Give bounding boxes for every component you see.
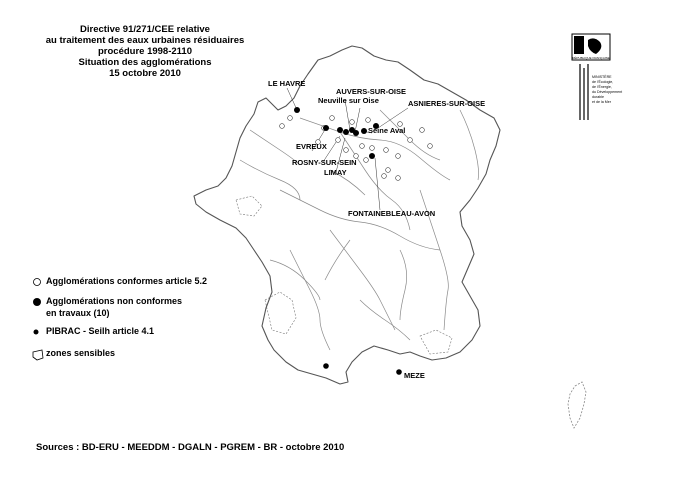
legend-label: Agglomérations conformes article 5.2 <box>46 276 208 286</box>
river-network <box>240 110 479 350</box>
label-neuville: Neuville sur Oise <box>318 96 379 105</box>
legend-label: PIBRAC - Seilh article 4.1 <box>46 326 155 336</box>
legend-label: en travaux (10) <box>46 308 110 318</box>
sources-note: Sources : BD-ERU - MEEDDM - DGALN - PGREM - BR - octobre 2010 <box>36 442 345 453</box>
open-circle-icon <box>32 277 42 287</box>
legend-label: Agglomérations non conformes <box>46 296 183 306</box>
title-line: 15 octobre 2010 <box>109 68 181 79</box>
label-asnieres: ASNIERES-SUR-OISE <box>408 99 486 108</box>
label-evreux: EVREUX <box>296 142 327 151</box>
logo-line: de l'Énergie, <box>592 85 612 89</box>
ministry-logo <box>566 30 623 120</box>
zone-shape-icon <box>32 349 44 361</box>
title-line: Directive 91/271/CEE relative <box>80 24 210 35</box>
logo-line: du Développement <box>592 90 623 94</box>
label-limay: LIMAY <box>324 168 347 177</box>
meze-point <box>396 369 402 375</box>
logo-line: et de la Mer <box>592 100 611 104</box>
label-auvers: AUVERS-SUR-OISE <box>336 87 407 96</box>
sensitive-zones <box>236 196 452 354</box>
label-le-havre: LE HAVRE <box>268 79 306 88</box>
corsica-outline <box>568 382 586 428</box>
label-rosny: ROSNY-SUR-SEIN <box>292 158 357 167</box>
logo-republique: RÉPUBLIQUE FRANÇAISE <box>572 56 610 60</box>
filled-circle-icon <box>32 297 42 307</box>
title-line: Situation des agglomérations <box>78 57 212 68</box>
small-dot-icon <box>32 327 42 337</box>
non-conform-points <box>294 107 379 159</box>
pibrac-point <box>323 363 329 369</box>
logo-line: de l'Écologie, <box>592 80 614 84</box>
logo-line: MINISTÈRE <box>592 75 612 79</box>
label-seine-aval: Seine Aval <box>368 126 406 135</box>
legend-label: zones sensibles <box>46 348 116 358</box>
title-line: au traitement des eaux urbaines résiduaires <box>45 35 245 46</box>
logo-line: durable <box>592 95 604 99</box>
label-fontainebleau: FONTAINEBLEAU-AVON <box>348 209 436 218</box>
title-line: procédure 1998-2110 <box>97 46 192 57</box>
label-meze: MEZE <box>404 371 425 380</box>
